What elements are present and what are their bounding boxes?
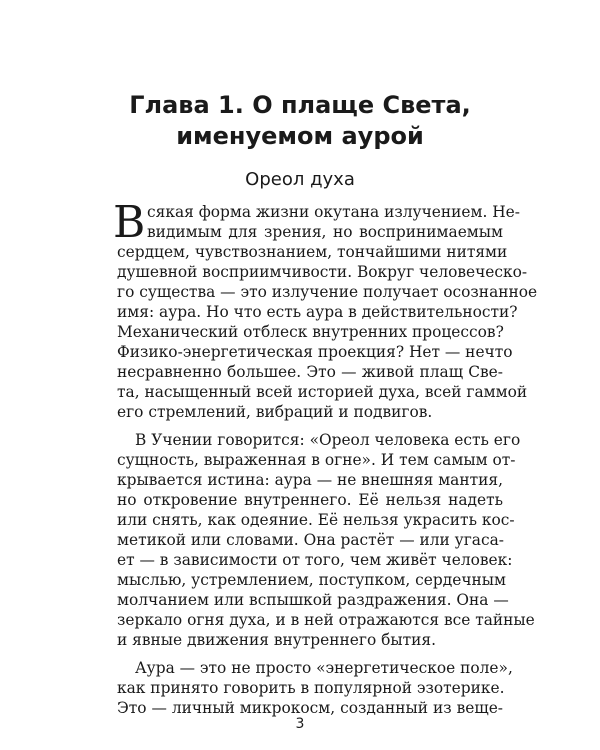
text-line: ет — в зависимости от того, чем живёт человек: <box>117 551 513 569</box>
section-title: Ореол духа <box>245 169 355 190</box>
drop-cap-letter: В <box>113 197 146 248</box>
text-line: несравненно большее. Это — живой плащ Све- <box>117 363 503 381</box>
text-line: сердцем, чувствознанием, тончайшими нитями <box>117 243 508 261</box>
text-line: но откровение внутреннего. Её нельзя надеть <box>117 491 503 509</box>
chapter-title-line-1: Глава 1. О плаще Света, <box>129 91 471 119</box>
text-line: видимым для зрения, но воспринимаемым <box>147 223 503 241</box>
text-line: та, насыщенный всей историей духа, всей гаммой <box>117 383 528 401</box>
text-line: и явные движения внутреннего бытия. <box>117 631 437 649</box>
text-line: В Учении говорится: «Ореол человека есть его <box>135 431 521 449</box>
text-line: сякая форма жизни окутана излучением. Не- <box>147 203 520 221</box>
text-line: метикой или словами. Она растёт — или угаса- <box>117 531 504 549</box>
text-line: сущность, выраженная в огне». И тем самым от- <box>117 451 516 469</box>
chapter-title <box>100 90 500 152</box>
text-line: как принято говорить в популярной эзотерике. <box>117 679 505 697</box>
text-line: Аура — это не просто «энергетическое поле», <box>135 659 513 677</box>
text-line: имя: аура. Но что есть аура в действительности? <box>117 303 518 321</box>
text-line: Механический отблеск внутренних процессов? <box>117 323 504 341</box>
text-line: Это — личный микрокосм, созданный из веще- <box>117 699 503 717</box>
text-line: Физико-энергетическая проекция? Нет — нечто <box>117 343 513 361</box>
chapter-title-line-2: именуемом аурой <box>176 122 424 150</box>
text-line: его стремлений, вибраций и подвигов. <box>117 403 433 421</box>
text-line: молчанием или вспышкой раздражения. Она — <box>117 591 509 609</box>
text-line: го существа — это излучение получает осознанное <box>117 283 538 301</box>
text-line: душевной восприимчивости. Вокруг человеческо- <box>117 263 528 281</box>
page-number: 3 <box>295 716 305 732</box>
text-line: мыслью, устремлением, поступком, сердечным <box>117 571 506 589</box>
text-line: зеркало огня духа, и в ней отражаются все тайные <box>117 611 535 629</box>
text-line: крывается истина: аура — не внешняя мантия, <box>117 471 503 489</box>
text-line: или снять, как одеяние. Её нельзя украсить кос- <box>117 511 515 529</box>
